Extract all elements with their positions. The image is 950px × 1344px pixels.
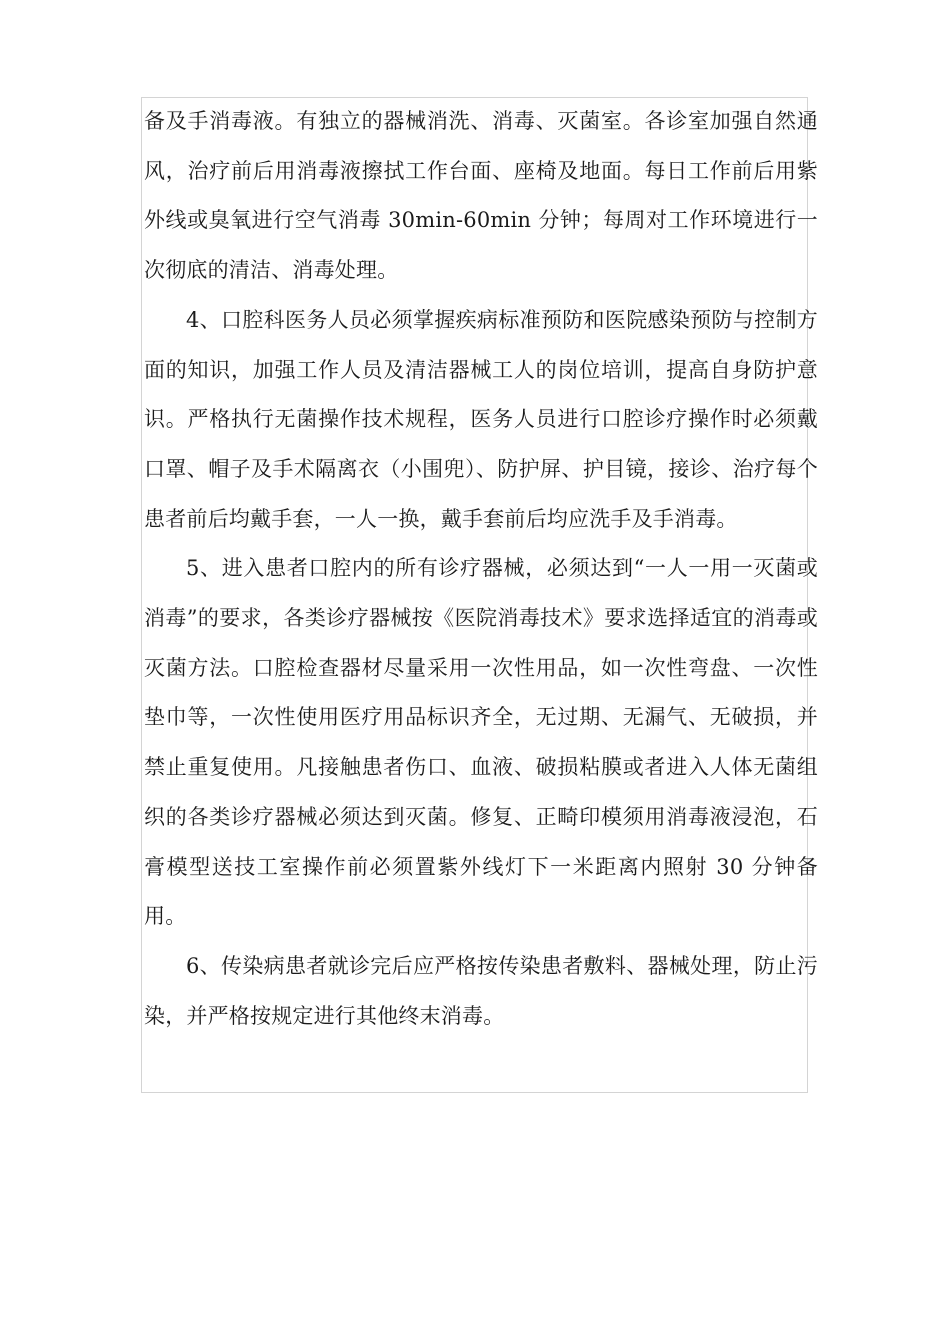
paragraph-item-5: 5、进入患者口腔内的所有诊疗器械，必须达到“一人一用一灭菌或消毒”的要求，各类诊疗器械按《医院消毒技术》要求选择适宜的消毒或灭菌方法。口腔检查器材尽量采用一次性用品，如一次性弯盘、一次性垫巾等，一次性使用医疗用品标识齐全，无过期、无漏气、无破损，并禁止重复使用。凡接触患者伤口、血液、破损粘膜或者进入人体无菌组织的各类诊疗器械必须达到灭菌。修复、正畸印模须用消毒液浸泡，石膏模型送技工室操作前必须置紫外线灯下一米距离内照射 30 分钟备用。	[144, 556, 818, 929]
paragraph-item-6: 6、传染病患者就诊完后应严格按传染患者敷料、器械处理，防止污染，并严格按规定进行其他终末消毒。	[144, 953, 818, 1028]
paragraph-continued: 备及手消毒液。有独立的器械消洗、消毒、灭菌室。各诊室加强自然通风，治疗前后用消毒液擦拭工作台面、座椅及地面。每日工作前后用紫外线或臭氧进行空气消毒 30min-60min 分钟；每周对工作环境进行一次彻底的清洁、消毒处理。	[144, 109, 818, 283]
paragraph-item-4: 4、口腔科医务人员必须掌握疾病标准预防和医院感染预防与控制方面的知识，加强工作人员及清洁器械工人的岗位培训，提高自身防护意识。严格执行无菌操作技术规程，医务人员进行口腔诊疗操作时必须戴口罩、帽子及手术隔离衣（小围兜）、防护屏、护目镜，接诊、治疗每个患者前后均戴手套，一人一换，戴手套前后均应洗手及手消毒。	[144, 307, 818, 531]
document-body	[144, 97, 818, 1041]
